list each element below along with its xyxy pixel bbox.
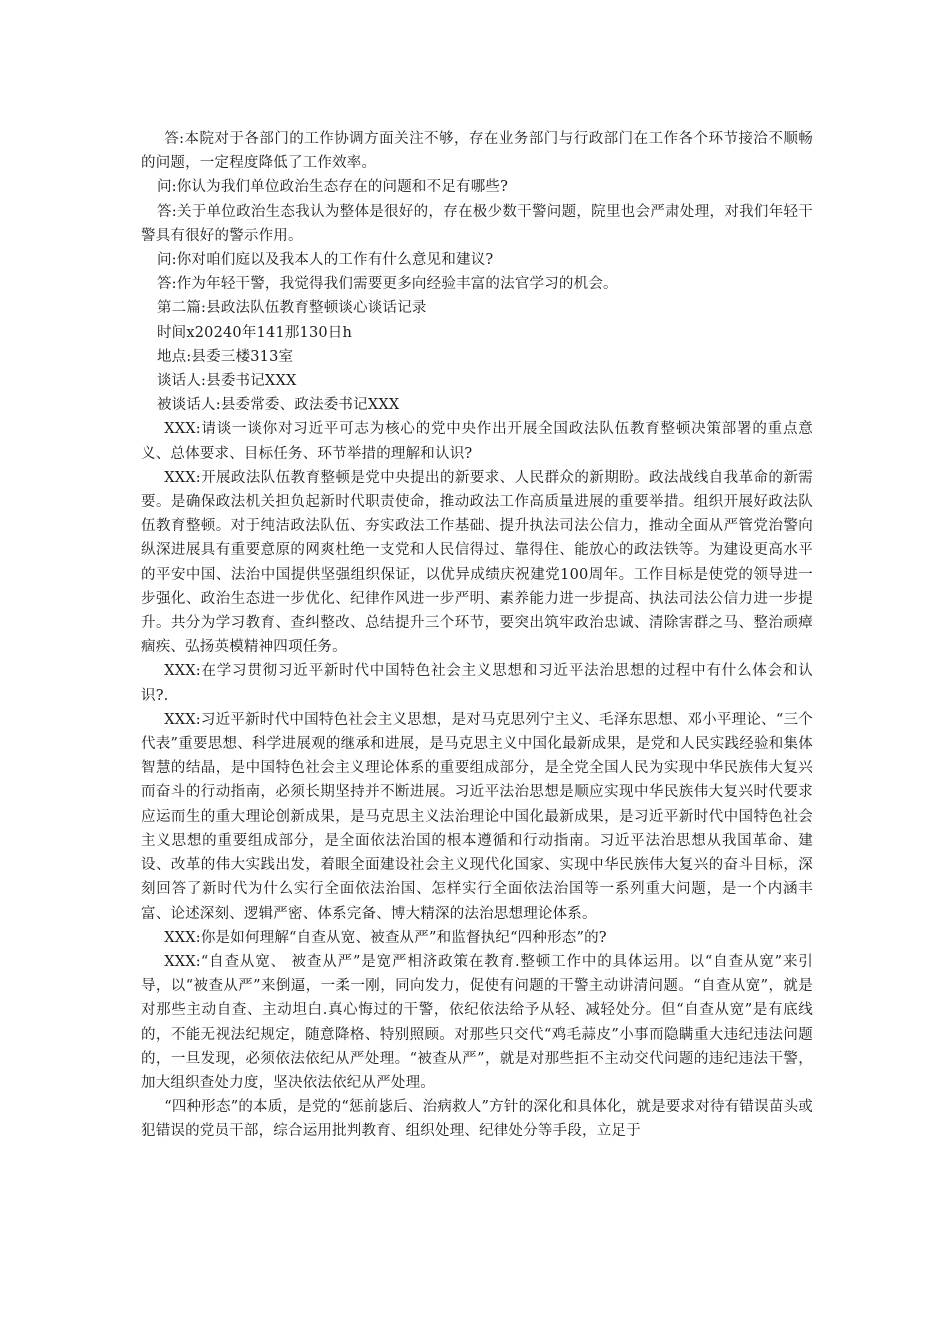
paragraph: 时间x20240年141那130日h bbox=[156, 324, 353, 341]
paragraph: 答:作为年轻干警，我觉得我们需要更多向经验丰富的法官学习的机会。 bbox=[156, 276, 618, 293]
paragraph: 被谈话人:县委常委、政法委书记XXX bbox=[156, 397, 400, 414]
paragraph: XXX:你是如何理解“自查从宽、被查从严”和监督执纪“四种形态”的? bbox=[164, 929, 607, 946]
paragraph: XXX:习近平新时代中国特色社会主义思想，是对马克思列宁主义、毛泽东思想、邓小平理论、“三个代表”重要思想、科学进展观的继承和进展，是马克思主义中国化最新成果，是党和人民实践经验和集体智慧的结晶，是中国特色社会主义理论体系的重要组成部分，是全党全国人民为实现中华民族伟大复兴而奋斗的行动指南，必须长期坚持并不断进展。习近平法治思想是顺应实现中华民族伟大复兴时代要求应运而生的重大理论创新成果，是马克思主义法治理论中国化最新成果，是习近平新时代中国特色社会主义思想的重要组成部分，是全面依法治国的根本遵循和行动指南。习近平法治思想从我国革命、建设、改革的伟大实践出发，着眼全面建设社会主义现代化国家、实现中华民族伟大复兴的奋斗目标，深刻回答了新时代为什么实行全面依法治国、怎样实行全面依法治国等一系列重大问题，是一个内涵丰富、论述深刻、逻辑严密、体系完备、博大精深的法治思想理论体系。 bbox=[141, 711, 813, 922]
document-body bbox=[141, 127, 813, 1144]
paragraph: 答:本院对于各部门的工作协调方面关注不够，存在业务部门与行政部门在工作各个环节接洽不顺畅的问题，一定程度降低了工作效率。 bbox=[141, 131, 813, 172]
paragraph: XXX:在学习贯彻习近平新时代中国特色社会主义思想和习近平法治思想的过程中有什么体会和认识?. bbox=[141, 663, 813, 704]
paragraph: 问:你认为我们单位政治生态存在的问题和不足有哪些? bbox=[156, 179, 509, 196]
paragraph: 谈话人:县委书记XXX bbox=[156, 373, 297, 390]
paragraph: 地点:县委三楼313室 bbox=[156, 348, 294, 365]
paragraph: 问:你对咱们庭以及我本人的工作有什么意见和建议? bbox=[156, 252, 494, 269]
paragraph: XXX:开展政法队伍教育整顿是党中央提出的新要求、人民群众的新期盼。政法战线自我革命的新需要。是确保政法机关担负起新时代职责使命，推动政法工作高质量进展的重要举措。组织开展好政法队伍教育整顿。对于纯洁政法队伍、夯实政法工作基础、提升执法司法公信力，推动全面从严管党治警向纵深进展具有重要意原的网爽杜绝一支党和人民信得过、靠得住、能放心的政法铁等。为建设更高水平的平安中国、法治中国提供坚强组织保证，以优异成绩庆祝建党100周年。工作目标是使党的领导进一步强化、政治生态进一步优化、纪律作风进一步严明、素养能力进一步提高、执法司法公信力进一步提升。共分为学习教育、查纠整改、总结提升三个环节，要突出筑牢政治忠诚、清除害群之马、整治顽瘴痼疾、弘扬英模精神四项任务。 bbox=[141, 469, 813, 656]
paragraph: XXX:“自查从宽、 被查从严”是宽严相济政策在教育.整顿工作中的具体运用。以“自查从宽”来引导，以“被查从严”来倒逼，一柔一刚，同向发力，促使有问题的干警主动讲清问题。“自查从宽”，就是对那些主动自查、主动坦白.真心悔过的干警，依纪依法给予从轻、减轻处分。但“自查从宽”是有底线的，不能无视法纪规定，随意降格、特别照顾。对那些只交代“鸡毛蒜皮”小事而隐瞒重大违纪违法问题的，一旦发现，必须依法依纪从严处理。“被查从严”，就是对那些拒不主动交代问题的违纪违法干警，加大组织查处力度，坚决依法依纪从严处理。 bbox=[141, 953, 813, 1091]
paragraph: 答:关于单位政治生态我认为整体是很好的，存在极少数干警问题，院里也会严肃处理，对我们年轻干警具有很好的警示作用。 bbox=[141, 203, 813, 244]
paragraph: XXX:请谈一谈你对习近平可志为核心的党中央作出开展全国政法队伍教育整顿决策部署的重点意义、总体要求、目标任务、环节举措的理解和认识? bbox=[141, 421, 813, 462]
paragraph: “四种形态”的本质，是党的“惩前毖后、治病救人”方针的深化和具体化，就是要求对待有错误苗头或犯错误的党员干部，综合运用批判教育、组织处理、纪律处分等手段，立足于 bbox=[141, 1099, 813, 1140]
paragraph: 第二篇:县政法队伍教育整顿谈心谈话记录 bbox=[156, 300, 427, 317]
